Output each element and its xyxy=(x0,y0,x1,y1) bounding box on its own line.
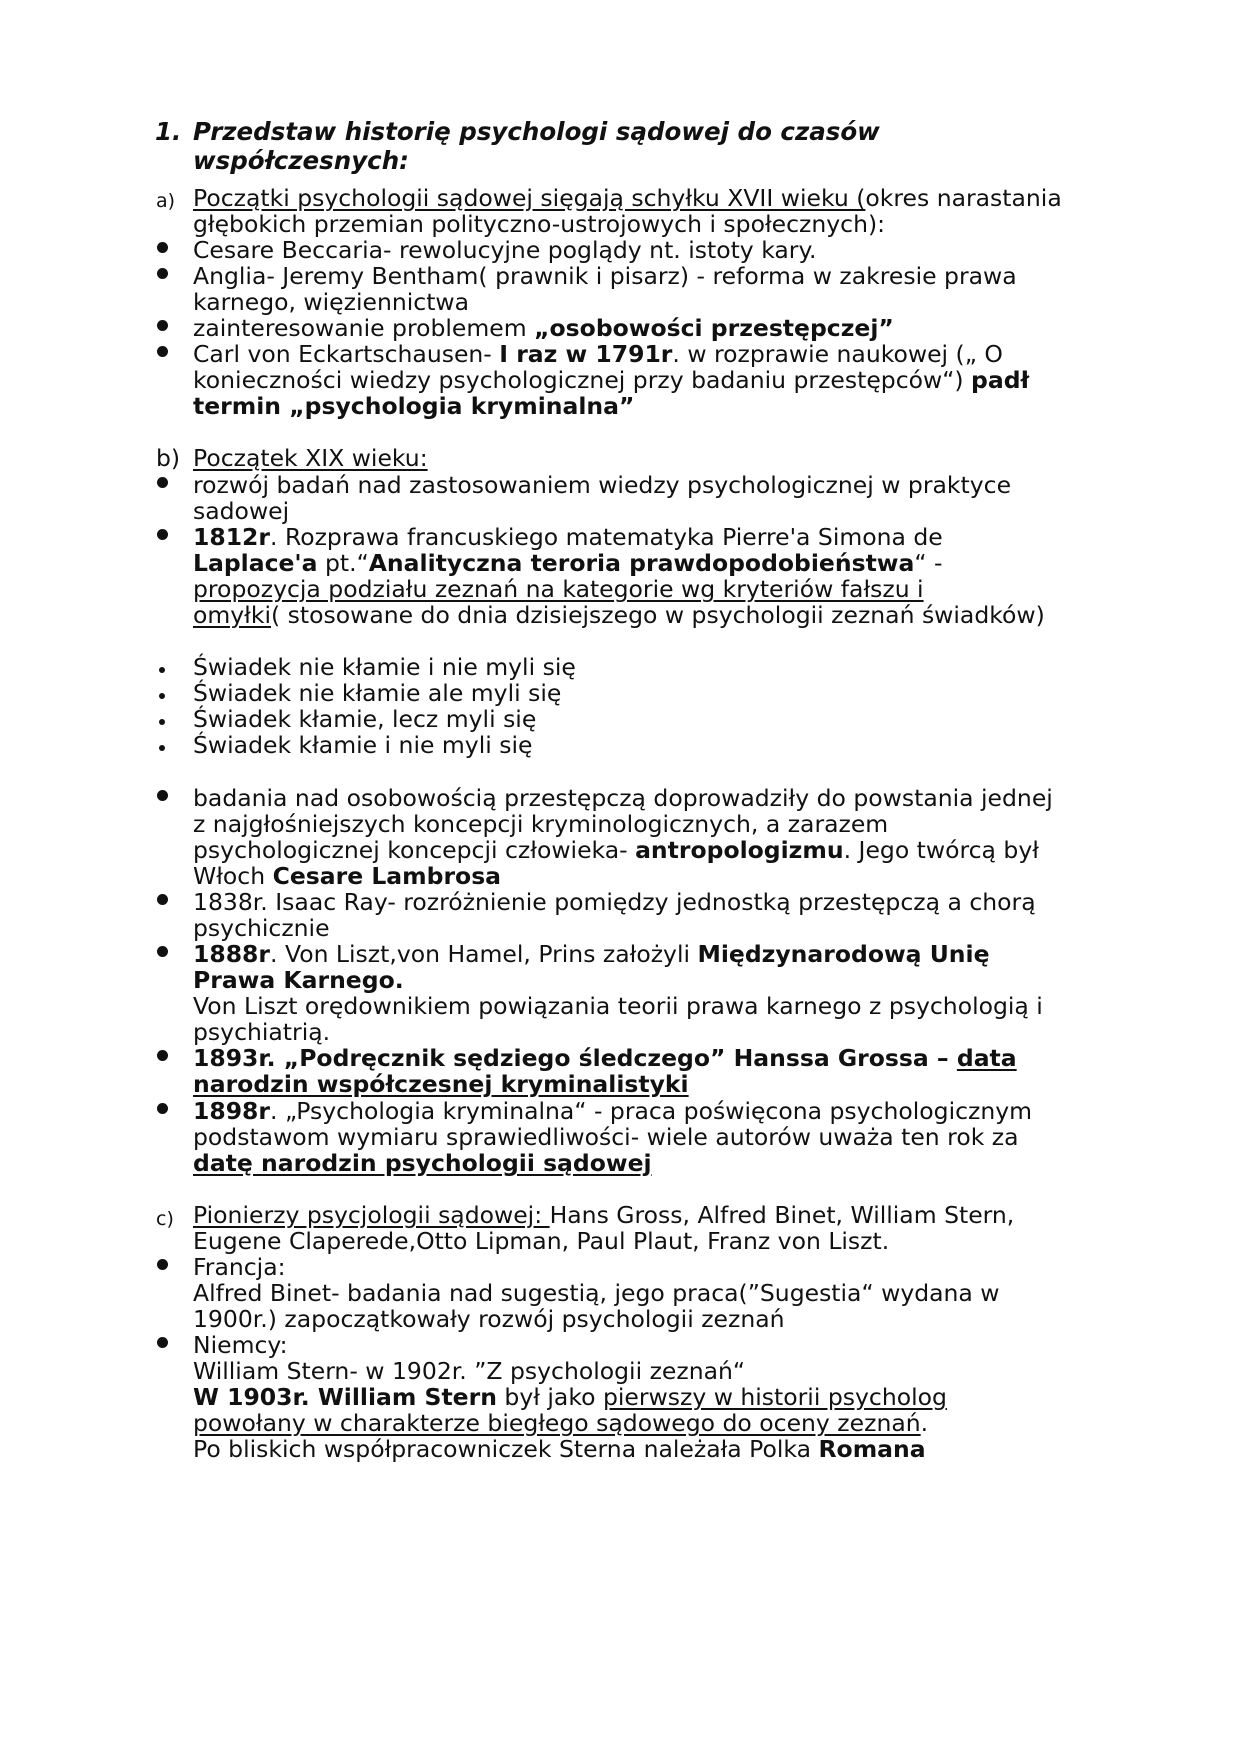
list-item-continuation: Prawa Karnego. xyxy=(193,966,404,994)
list-item: Niemcy: xyxy=(193,1331,288,1359)
section-a-marker: a) xyxy=(156,190,176,212)
list-item-continuation: Alfred Binet- badania nad sugestią, jego praca(”Sugestia“ wydana w xyxy=(193,1279,1000,1307)
list-item: Anglia- Jeremy Bentham( prawnik i pisarz) - reforma w zakresie prawa xyxy=(193,262,1017,290)
section-c-intro-line2: Eugene Claperede,Otto Lipman, Paul Plaut, Franz von Liszt. xyxy=(193,1227,890,1255)
list-item: 1898r. „Psychologia kryminalna“ - praca poświęcona psychologicznym xyxy=(193,1097,1033,1125)
list-item-continuation: psychologicznej koncepcji człowieka- antropologizmu. Jego twórcą był xyxy=(193,836,1039,864)
list-item-continuation: W 1903r. William Stern był jako pierwszy w historii psycholog xyxy=(193,1383,947,1411)
section-c-intro: Pionierzy psycjologii sądowej: Hans Gross, Alfred Binet, William Stern, xyxy=(193,1201,1015,1229)
list-item-continuation: termin „psychologia kryminalna” xyxy=(193,392,635,420)
list-item: 1893r. „Podręcznik sędziego śledczego” Hanssa Grossa – data xyxy=(193,1044,1017,1072)
list-item: 1838r. Isaac Ray- rozróżnienie pomiędzy jednostką przestępczą a chorą xyxy=(193,888,1036,916)
list-item-continuation: Laplace'a pt.“Analityczna teroria prawdopodobieństwa“ - xyxy=(193,549,943,577)
bullet-icon xyxy=(157,1103,168,1114)
list-item: Francja: xyxy=(193,1253,286,1281)
list-item: Cesare Beccaria- rewolucyjne poglądy nt. istoty kary. xyxy=(193,236,817,264)
heading-line-2: współczesnych: xyxy=(193,146,409,175)
bullet-icon xyxy=(157,1050,168,1061)
section-b-intro: Początek XIX wieku: xyxy=(193,444,428,472)
bullet-icon xyxy=(157,242,168,253)
section-a-intro-line2: głębokich przemian polityczno-ustrojowych i społecznych): xyxy=(193,210,886,238)
bullet-icon xyxy=(157,1337,168,1348)
list-item-continuation: z najgłośniejszych koncepcji kryminologicznych, a zarazem xyxy=(193,810,889,838)
list-item-continuation: Włoch Cesare Lambrosa xyxy=(193,862,502,890)
small-bullet-icon xyxy=(159,693,165,699)
list-item: badania nad osobowością przestępczą doprowadziły do powstania jednej xyxy=(193,784,1053,812)
bullet-icon xyxy=(157,946,168,957)
sub-list-item: Świadek kłamie, lecz myli się xyxy=(193,705,537,733)
bullet-icon xyxy=(157,346,168,357)
list-item: 1888r. Von Liszt,von Hamel, Prins założyli Międzynarodową Unię xyxy=(193,940,990,968)
list-item: zainteresowanie problemem „osobowości przestępczej” xyxy=(193,314,894,342)
sub-list-item: Świadek kłamie i nie myli się xyxy=(193,731,533,759)
section-c-marker: c) xyxy=(156,1208,174,1230)
bullet-icon xyxy=(157,268,168,279)
list-item-continuation: sadowej xyxy=(193,497,290,525)
list-item-continuation: powołany w charakterze biegłego sądowego do oceny zeznań. xyxy=(193,1409,929,1437)
list-item-continuation: podstawom wymiaru sprawiedliwości- wiele autorów uważa ten rok za xyxy=(193,1123,1019,1151)
sub-list-item: Świadek nie kłamie i nie myli się xyxy=(193,653,576,681)
list-item-continuation: Von Liszt orędownikiem powiązania teorii prawa karnego z psychologią i xyxy=(193,992,1043,1020)
bullet-icon xyxy=(157,790,168,801)
heading-number: 1. xyxy=(155,117,182,146)
list-item-continuation: propozycja podziału zeznań na kategorie wg kryteriów fałszu i xyxy=(193,575,924,603)
list-item-continuation: karnego, więziennictwa xyxy=(193,288,470,316)
list-item-continuation: narodzin współczesnej kryminalistyki xyxy=(193,1070,689,1098)
list-item-continuation: psychicznie xyxy=(193,914,330,942)
small-bullet-icon xyxy=(159,745,165,751)
bullet-icon xyxy=(157,894,168,905)
list-item-continuation: 1900r.) zapoczątkowały rozwój psychologii zeznań xyxy=(193,1305,785,1333)
list-item-continuation: William Stern- w 1902r. ”Z psychologii zeznań“ xyxy=(193,1357,746,1385)
list-item: rozwój badań nad zastosowaniem wiedzy psychologicznej w praktyce xyxy=(193,471,1012,499)
section-a-intro: Początki psychologii sądowej sięgają schyłku XVII wieku (okres narastania xyxy=(193,184,1062,212)
sub-list-item: Świadek nie kłamie ale myli się xyxy=(193,679,562,707)
list-item: 1812r. Rozprawa francuskiego matematyka Pierre'a Simona de xyxy=(193,523,943,551)
heading-line-1: Przedstaw historię psychologi sądowej do czasów xyxy=(193,117,880,146)
bullet-icon xyxy=(157,477,168,488)
list-item-continuation: psychiatrią. xyxy=(193,1018,331,1046)
list-item-continuation: omyłki( stosowane do dnia dzisiejszego w psychologii zeznań świadków) xyxy=(193,601,1045,629)
bullet-icon xyxy=(157,320,168,331)
bullet-icon xyxy=(157,1259,168,1270)
list-item: Carl von Eckartschausen- I raz w 1791r. w rozprawie naukowej („ O xyxy=(193,340,1003,368)
list-item-continuation: Po bliskich współpracowniczek Sterna należała Polka Romana xyxy=(193,1435,926,1463)
small-bullet-icon xyxy=(159,667,165,673)
question-heading xyxy=(155,117,1155,175)
list-item-continuation: konieczności wiedzy psychologicznej przy badaniu przestępców“) padł xyxy=(193,366,1030,394)
small-bullet-icon xyxy=(159,719,165,725)
bullet-icon xyxy=(157,529,168,540)
section-b-marker: b) xyxy=(156,444,181,472)
list-item-continuation: datę narodzin psychologii sądowej xyxy=(193,1149,652,1177)
